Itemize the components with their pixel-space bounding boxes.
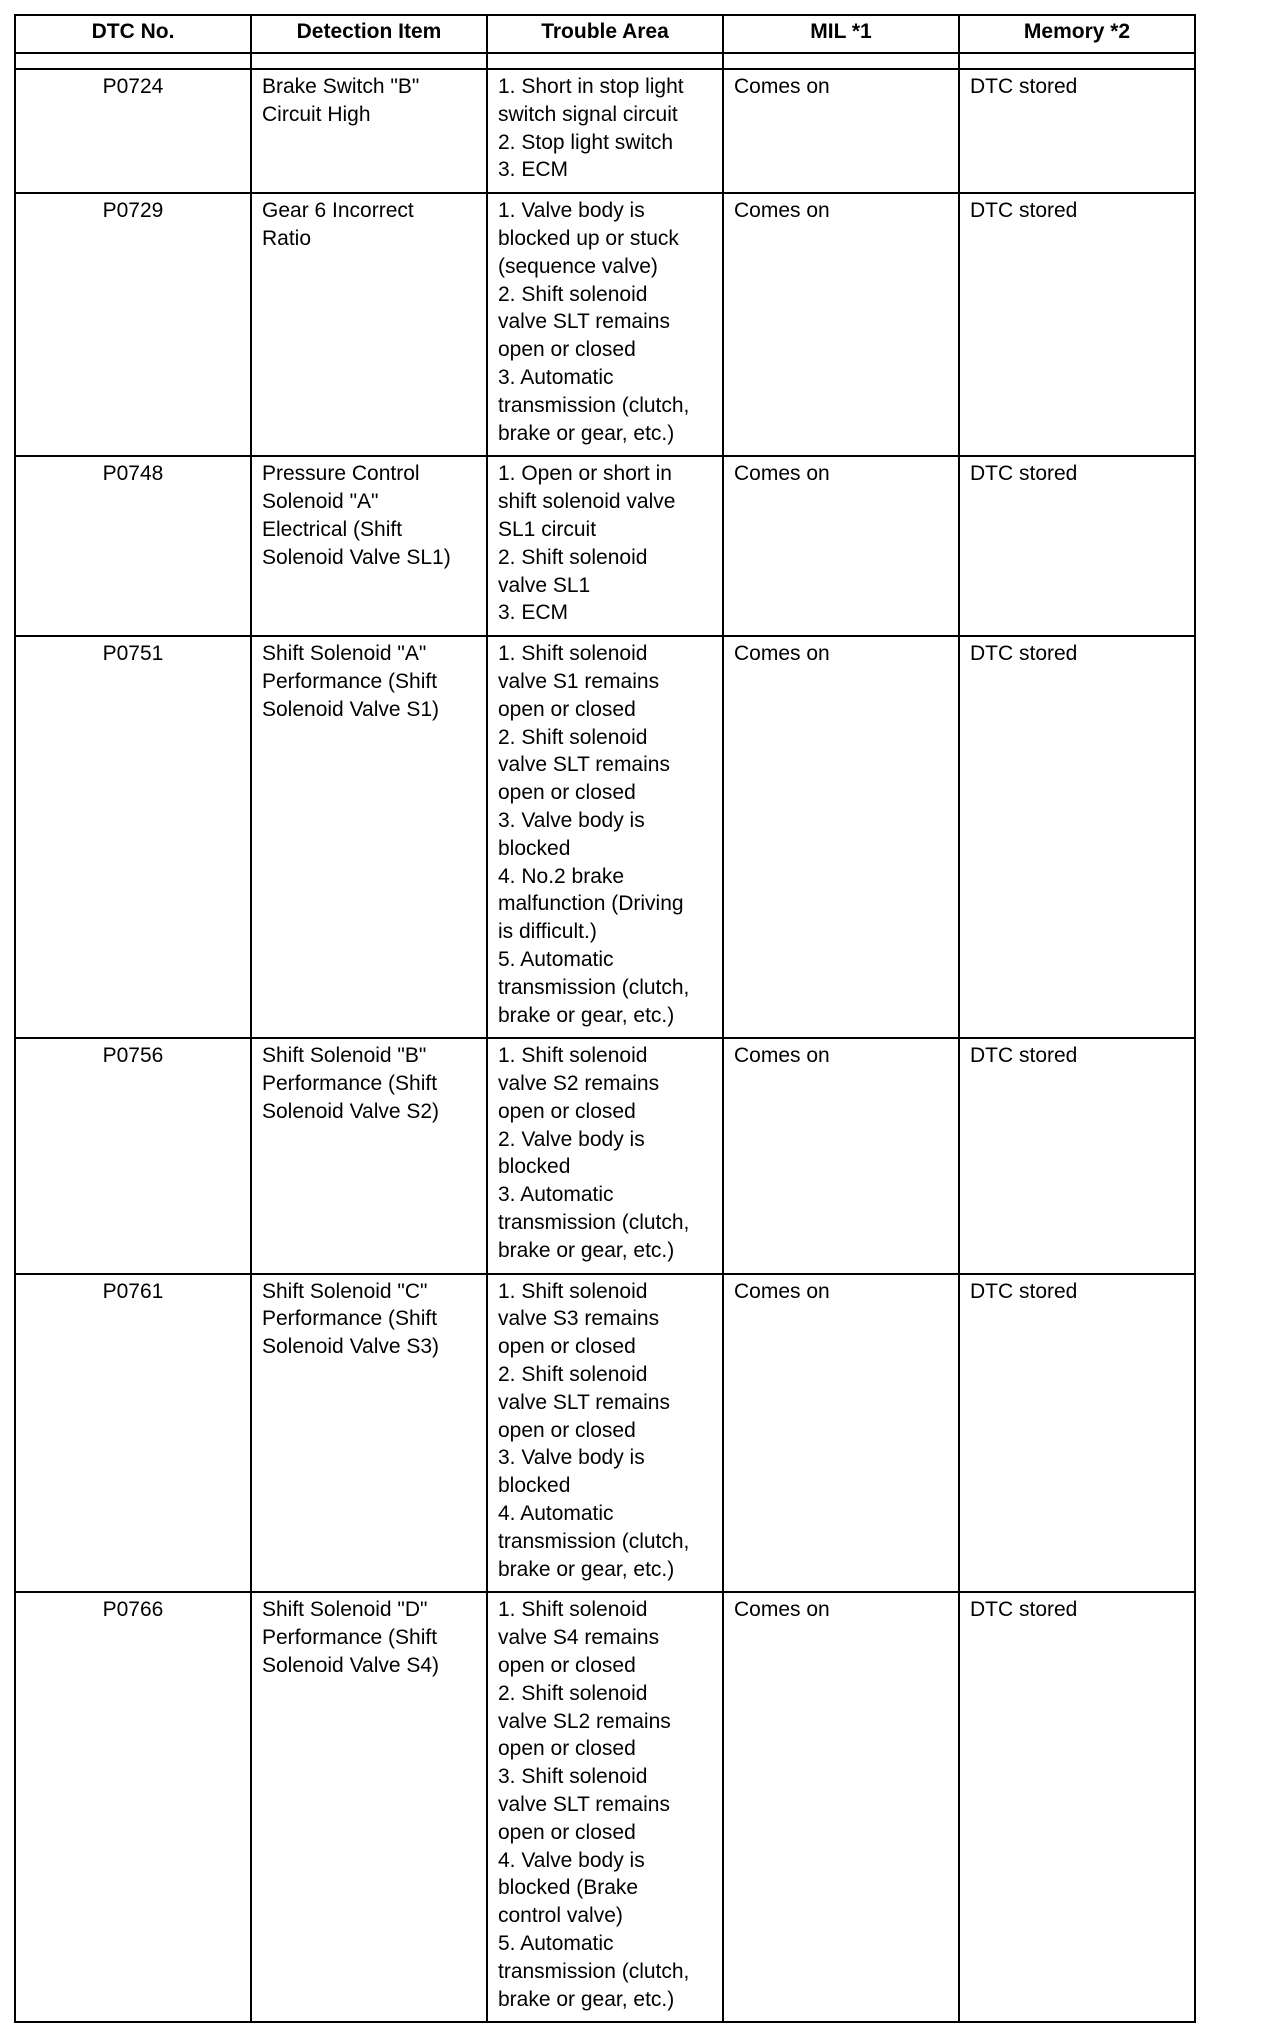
trouble-area-line: is difficult.)	[498, 920, 597, 944]
detection-item-line: Performance (Shift	[262, 1626, 438, 1650]
detection-item-line: Circuit High	[262, 102, 371, 126]
trouble-area-line: valve SLT remains	[498, 310, 670, 334]
trouble-area-line: blocked	[498, 1155, 571, 1179]
detection-item-line: Shift Solenoid "B"	[262, 1044, 427, 1068]
table-row	[15, 456, 1195, 636]
trouble-area-line: open or closed	[498, 338, 636, 362]
trouble-area-line: transmission (clutch,	[498, 393, 690, 417]
trouble-area-cell	[487, 1274, 723, 1593]
trouble-area-line: 3. Shift solenoid	[498, 1765, 648, 1789]
trouble-area-line: brake or gear, etc.)	[498, 1987, 675, 2011]
trouble-area-line: brake or gear, etc.)	[498, 1238, 675, 1262]
memory-cell: DTC stored	[959, 1274, 1195, 1593]
trouble-area-line: control valve)	[498, 1904, 623, 1928]
dtc-code-cell: P0751	[15, 636, 251, 1038]
memory-cell: DTC stored	[959, 1592, 1195, 2022]
detection-item-cell	[251, 456, 487, 636]
detection-item-line: Pressure Control	[262, 462, 420, 486]
trouble-area-line: open or closed	[498, 781, 636, 805]
trouble-area-line: blocked (Brake	[498, 1876, 639, 1900]
trouble-area-line: 4. No.2 brake	[498, 864, 625, 888]
trouble-area-cell	[487, 636, 723, 1038]
trouble-area-line: 2. Shift solenoid	[498, 545, 648, 569]
trouble-area-line: 1. Shift solenoid	[498, 1044, 648, 1068]
memory-cell: DTC stored	[959, 636, 1195, 1038]
trouble-area-line: SL1 circuit	[498, 517, 597, 541]
trouble-area-line: valve S4 remains	[498, 1626, 660, 1650]
trouble-area-line: 4. Automatic	[498, 1502, 614, 1526]
header-memory: Memory *2	[959, 15, 1195, 53]
dtc-code-cell: P0724	[15, 69, 251, 193]
detection-item-line: Ratio	[262, 226, 312, 250]
trouble-area-line: valve SL1	[498, 573, 591, 597]
dtc-code-cell: P0761	[15, 1274, 251, 1593]
trouble-area-line: (sequence valve)	[498, 254, 658, 278]
mil-cell: Comes on	[723, 1038, 959, 1273]
dtc-code-cell: P0756	[15, 1038, 251, 1273]
trouble-area-line: valve S1 remains	[498, 669, 660, 693]
table-body	[15, 69, 1195, 2022]
trouble-area-line: brake or gear, etc.)	[498, 1557, 675, 1581]
trouble-area-line: malfunction (Driving	[498, 892, 684, 916]
trouble-area-line: 3. ECM	[498, 601, 569, 625]
trouble-area-cell	[487, 456, 723, 636]
header-double-rule	[15, 53, 1195, 69]
trouble-area-line: brake or gear, etc.)	[498, 1003, 675, 1027]
trouble-area-line: 2. Stop light switch	[498, 130, 674, 154]
trouble-area-line: 1. Open or short in	[498, 462, 672, 486]
header-dtc-no: DTC No.	[15, 15, 251, 53]
trouble-area-line: brake or gear, etc.)	[498, 421, 675, 445]
detection-item-cell	[251, 69, 487, 193]
detection-item-cell	[251, 193, 487, 456]
detection-item-line: Performance (Shift	[262, 1072, 438, 1096]
table-row	[15, 193, 1195, 456]
trouble-area-line: 1. Shift solenoid	[498, 1598, 648, 1622]
trouble-area-line: valve SLT remains	[498, 1793, 670, 1817]
detection-item-line: Solenoid Valve SL1)	[262, 545, 451, 569]
memory-cell: DTC stored	[959, 69, 1195, 193]
detection-item-line: Solenoid Valve S2)	[262, 1099, 440, 1123]
mil-cell: Comes on	[723, 636, 959, 1038]
trouble-area-line: shift solenoid valve	[498, 490, 676, 514]
header-mil: MIL *1	[723, 15, 959, 53]
trouble-area-line: valve SLT remains	[498, 1390, 670, 1414]
trouble-area-line: 1. Short in stop light	[498, 75, 684, 98]
detection-item-line: Brake Switch "B"	[262, 75, 420, 98]
trouble-area-line: 3. Valve body is	[498, 1446, 645, 1470]
trouble-area-line: open or closed	[498, 1335, 636, 1359]
table-row	[15, 1592, 1195, 2022]
detection-item-line: Gear 6 Incorrect	[262, 199, 414, 223]
trouble-area-cell	[487, 1592, 723, 2022]
trouble-area-line: valve SLT remains	[498, 753, 670, 777]
trouble-area-line: transmission (clutch,	[498, 1211, 690, 1235]
header-row	[15, 15, 1195, 53]
trouble-area-line: 2. Valve body is	[498, 1127, 645, 1151]
trouble-area-line: open or closed	[498, 1418, 636, 1442]
trouble-area-line: 2. Shift solenoid	[498, 282, 648, 306]
dtc-table	[14, 14, 1196, 2023]
trouble-area-line: 2. Shift solenoid	[498, 1681, 648, 1705]
trouble-area-line: transmission (clutch,	[498, 975, 690, 999]
header-detection-item: Detection Item	[251, 15, 487, 53]
trouble-area-line: blocked up or stuck	[498, 226, 679, 250]
trouble-area-line: open or closed	[498, 697, 636, 721]
trouble-area-line: open or closed	[498, 1654, 636, 1678]
detection-item-line: Shift Solenoid "D"	[262, 1598, 428, 1622]
trouble-area-line: valve S3 remains	[498, 1307, 660, 1331]
detection-item-cell	[251, 636, 487, 1038]
dtc-code-cell: P0766	[15, 1592, 251, 2022]
trouble-area-line: 3. Valve body is	[498, 808, 645, 832]
memory-cell: DTC stored	[959, 1038, 1195, 1273]
trouble-area-line: 1. Valve body is	[498, 199, 645, 223]
trouble-area-line: transmission (clutch,	[498, 1959, 690, 1983]
mil-cell: Comes on	[723, 193, 959, 456]
detection-item-line: Electrical (Shift	[262, 517, 403, 541]
trouble-area-cell	[487, 1038, 723, 1273]
mil-cell: Comes on	[723, 456, 959, 636]
trouble-area-line: 2. Shift solenoid	[498, 1363, 648, 1387]
detection-item-line: Solenoid Valve S1)	[262, 697, 440, 721]
trouble-area-line: 3. ECM	[498, 158, 569, 182]
trouble-area-line: 1. Shift solenoid	[498, 642, 648, 666]
trouble-area-cell	[487, 69, 723, 193]
trouble-area-line: 5. Automatic	[498, 1932, 614, 1955]
detection-item-line: Solenoid "A"	[262, 490, 379, 514]
trouble-area-line: open or closed	[498, 1820, 636, 1844]
mil-cell: Comes on	[723, 1274, 959, 1593]
table-row	[15, 69, 1195, 193]
trouble-area-line: 3. Automatic	[498, 1183, 614, 1207]
detection-item-cell	[251, 1592, 487, 2022]
trouble-area-line: 1. Shift solenoid	[498, 1279, 648, 1303]
trouble-area-line: transmission (clutch,	[498, 1529, 690, 1553]
dtc-code-cell: P0748	[15, 456, 251, 636]
memory-cell: DTC stored	[959, 456, 1195, 636]
trouble-area-line: 4. Valve body is	[498, 1848, 645, 1872]
table-row	[15, 1274, 1195, 1593]
header-trouble-area: Trouble Area	[487, 15, 723, 53]
detection-item-line: Performance (Shift	[262, 669, 438, 693]
detection-item-cell	[251, 1038, 487, 1273]
trouble-area-line: blocked	[498, 1474, 571, 1498]
table-row	[15, 1038, 1195, 1273]
detection-item-cell	[251, 1274, 487, 1593]
trouble-area-line: open or closed	[498, 1737, 636, 1761]
trouble-area-line: valve SL2 remains	[498, 1709, 671, 1733]
mil-cell: Comes on	[723, 69, 959, 193]
memory-cell: DTC stored	[959, 193, 1195, 456]
detection-item-line: Performance (Shift	[262, 1307, 438, 1331]
detection-item-line: Solenoid Valve S4)	[262, 1654, 440, 1678]
table-row	[15, 636, 1195, 1038]
detection-item-line: Shift Solenoid "C"	[262, 1279, 428, 1303]
trouble-area-line: 3. Automatic	[498, 365, 614, 389]
trouble-area-line: 2. Shift solenoid	[498, 725, 648, 749]
trouble-area-cell	[487, 193, 723, 456]
detection-item-line: Shift Solenoid "A"	[262, 642, 427, 666]
trouble-area-line: switch signal circuit	[498, 102, 678, 126]
dtc-code-cell: P0729	[15, 193, 251, 456]
trouble-area-line: blocked	[498, 836, 571, 860]
trouble-area-line: open or closed	[498, 1099, 636, 1123]
mil-cell: Comes on	[723, 1592, 959, 2022]
trouble-area-line: 5. Automatic	[498, 947, 614, 971]
detection-item-line: Solenoid Valve S3)	[262, 1335, 440, 1359]
trouble-area-line: valve S2 remains	[498, 1072, 660, 1096]
